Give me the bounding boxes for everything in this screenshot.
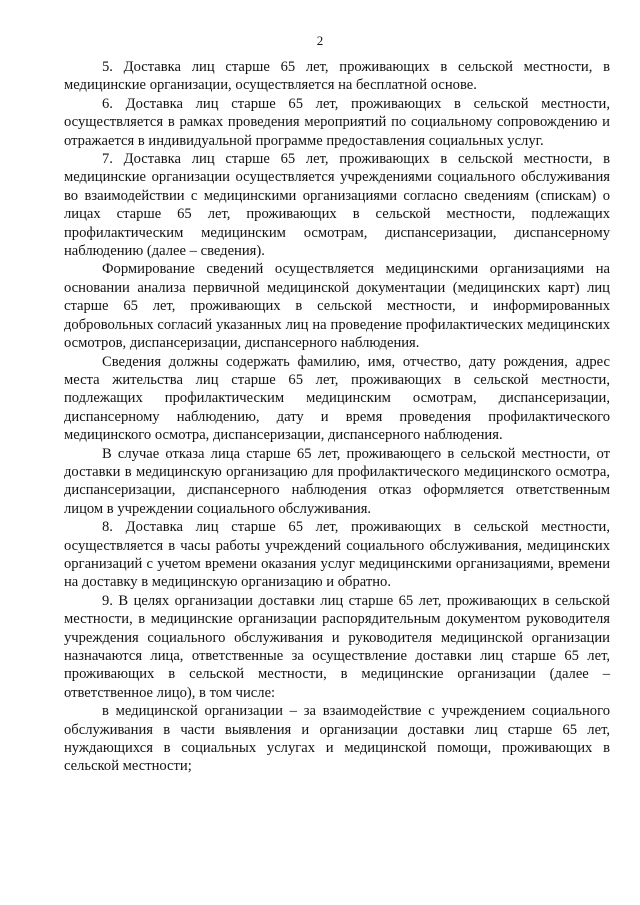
paragraph-item-5: 5. Доставка лиц старше 65 лет, проживающих в сельской местности, в медицинские организации, осуществляется на бесплатной основе. [64,59,610,94]
paragraph-medical-org-responsibility: в медицинской организации – за взаимодействие с учреждением социального обслуживания в части выявления и организации доставки лиц старше 65 лет, нуждающихся в социальных услугах и медицинской помощи, проживающих в сельской местности; [64,703,610,775]
page-number: 2 [316,33,324,48]
paragraph-item-7: 7. Доставка лиц старше 65 лет, проживающих в сельской местности, в медицинские организации осуществляется учреждениями социального обслуживания во взаимодействии с медицинскими организациями согласно сведениям (спискам) о лицах старше 65 лет, проживающих в сельской местности, подлежащих профилактическим медицинским осмотрам, диспансеризации, диспансерному наблюдению (далее – сведения). [64,151,610,260]
document-body [64,58,610,776]
paragraph-item-8: 8. Доставка лиц старше 65 лет, проживающих в сельской местности, осуществляется в часы работы учреждений социального обслуживания, медицинских организаций с учетом времени оказания услуг медицинскими организациями, времени на доставку в медицинскую организацию и обратно. [64,519,610,591]
paragraph-formation-of-info: Формирование сведений осуществляется медицинскими организациями на основании анализа первичной медицинской документации (медицинских карт) лиц старше 65 лет, проживающих в сельской местности, и информированных добровольных согласий указанных лиц на проведение профилактических медицинских осмотров, диспансеризации, диспансерного наблюдения. [64,261,610,352]
paragraph-item-6: 6. Доставка лиц старше 65 лет, проживающих в сельской местности, осуществляется в рамках проведения мероприятий по социальному сопровождению и отражается в индивидуальной программе предоставления социальных услуг. [64,95,610,149]
paragraph-info-contents: Сведения должны содержать фамилию, имя, отчество, дату рождения, адрес места жительства лиц старше 65 лет, проживающих в сельской местности, подлежащих профилактическим медицинским осмотрам, диспансеризации, диспансерному наблюдению, дату и время проведения профилактического медицинского осмотра, диспансеризации, диспансерного наблюдения. [64,353,610,444]
paragraph-refusal-case: В случае отказа лица старше 65 лет, проживающего в сельской местности, от доставки в медицинскую организацию для профилактического медицинского осмотра, диспансеризации, диспансерного наблюдения отказ оформляется ответственным лицом в учреждении социального обслуживания. [64,445,610,517]
paragraph-item-9: 9. В целях организации доставки лиц старше 65 лет, проживающих в сельской местности, в медицинские организации распорядительным документом руководителя учреждения социального обслуживания и руководителя медицинской организации назначаются лица, ответственные за осуществление доставки лиц старше 65 лет, проживающих в сельской местности, в медицинские организации (далее – ответственное лицо), в том числе: [64,592,610,701]
